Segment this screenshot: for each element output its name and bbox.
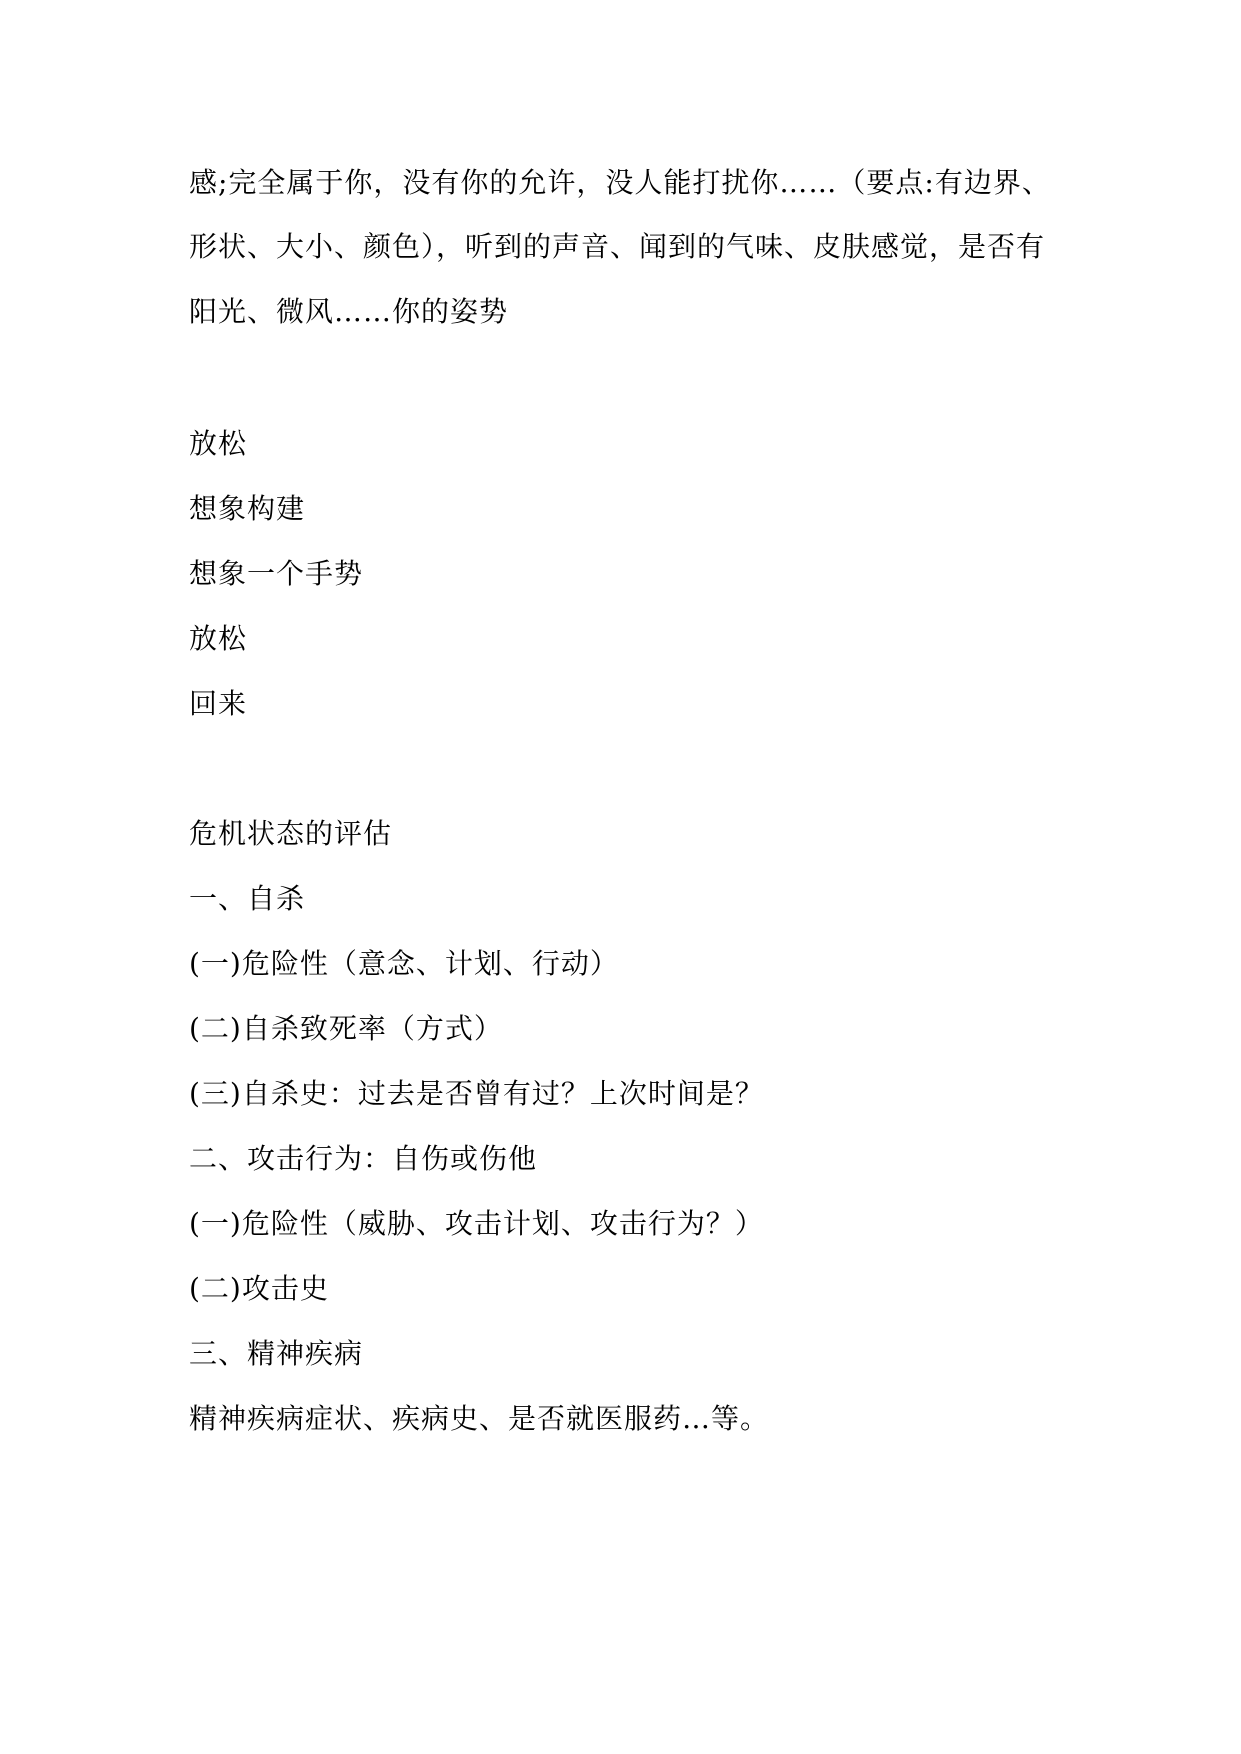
outline-item: (二)攻击史 bbox=[189, 1272, 329, 1305]
paragraph-line-1: 感;完全属于你，没有你的允许，没人能打扰你……（要点:有边界、 bbox=[189, 166, 1051, 199]
outline-item: 一、自杀 bbox=[189, 882, 306, 915]
step-item: 放松 bbox=[189, 622, 248, 655]
step-item: 回来 bbox=[189, 687, 248, 720]
outline-item: 二、攻击行为：自伤或伤他 bbox=[189, 1142, 538, 1175]
outline-item: (一)危险性（威胁、攻击计划、攻击行为？） bbox=[189, 1207, 764, 1240]
step-item: 放松 bbox=[189, 427, 248, 460]
step-item: 想象构建 bbox=[189, 492, 306, 525]
outline-item: (三)自杀史：过去是否曾有过？上次时间是？ bbox=[189, 1077, 764, 1110]
section-heading: 危机状态的评估 bbox=[189, 817, 393, 850]
step-item: 想象一个手势 bbox=[189, 557, 364, 590]
outline-item: 三、精神疾病 bbox=[189, 1337, 364, 1370]
outline-item: (一)危险性（意念、计划、行动） bbox=[189, 947, 619, 980]
paragraph-line-3: 阳光、微风……你的姿势 bbox=[189, 295, 509, 328]
outline-item: 精神疾病症状、疾病史、是否就医服药…等。 bbox=[189, 1402, 770, 1435]
outline-item: (二)自杀致死率（方式） bbox=[189, 1012, 503, 1045]
paragraph-line-2: 形状、大小、颜色），听到的声音、闻到的气味、皮肤感觉，是否有 bbox=[189, 230, 1046, 263]
